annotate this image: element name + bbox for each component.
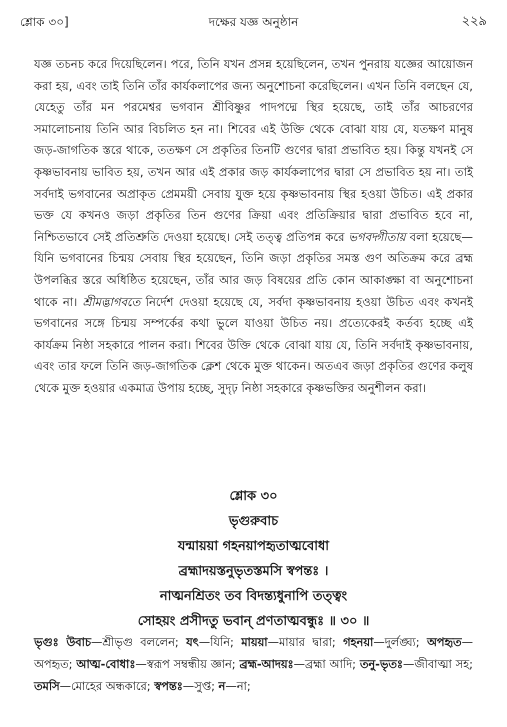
running-header <box>20 12 487 32</box>
synonym-word: ভৃগুঃ উবাচ <box>34 635 92 649</box>
word-synonyms <box>34 631 473 697</box>
verse-reference: শ্লোক ৩০] <box>20 15 69 29</box>
verse-line-4: সোহয়ং প্রসীদতু ভবান্ প্রণতাত্মবন্ধুঃ ॥ ৩০ ॥ <box>137 614 370 629</box>
synonym-word: তমসি <box>34 679 60 693</box>
verse-line-1: যন্মায়য়া গহনয়াপহৃতাত্মবোধা <box>177 539 330 554</box>
purport-text-part-2: বলা হয়েছে—যিনি ভগবানের চিন্ময় সেবায় স্থির হয়েছেন, তিনি জড়া প্রকৃতির সমস্ত গুণ অতিক্রম করে ব্রহ্ম উপলব্ধির স্তরে অধিষ্ঠিত হয়েছেন, তাঁর আর জড় বিষয়ের প্রতি কোন আকাঙ্ক্ষা বা অনুশোচনা থাকে না। <box>34 229 473 309</box>
synonym-meaning: —অপহৃত; <box>34 635 473 671</box>
synonym-meaning: —না; <box>225 679 251 693</box>
synonym-word: তনু-ভৃতঃ <box>359 657 403 671</box>
bhagavatam-reference: শ্রীমদ্ভাগবতে <box>82 294 141 309</box>
verse-line-3: নাত্মনশ্রিতং তব বিদন্ত্যধুনাপি তত্ত্বং <box>159 589 348 604</box>
verse-speaker: ভৃগুরুবাচ <box>228 514 279 529</box>
purport-text-part-1: যজ্ঞ তচনচ করে দিয়েছিলেন। পরে, তিনি যখন প্রসন্ন হয়েছিলেন, তখন পুনরায় যজ্ঞের আয়োজন করা হয়, এবং তাই তিনি তাঁর কার্যকলাপের জন্য অনুশোচনা করেছিলেন। এখন তিনি বলছেন যে, যেহেতু তাঁর মন পরমেশ্বর ভগবান শ্রীবিষ্ণুর পাদপদ্মে স্থির হয়েছে, তাই তাঁর আচরণের সমালোচনায় তিনি আর বিচলিত হন না। শিবের এই উক্তি থেকে বোঝা যায় যে, যতক্ষণ মানুষ জড়-জাগতিক স্তরে থাকে, ততক্ষণ সে প্রকৃতির তিনটি গুণের দ্বারা প্রভাবিত হয়। কিন্তু যখনই সে কৃষ্ণভাবনায় ভাবিত হয়, তখন আর এই প্রকার জড় কার্যকলাপের দ্বারা সে প্রভাবিত হয় না। তাই সর্বদাই ভগবানের অপ্রাকৃত প্রেমময়ী সেবায় যুক্ত হয়ে কৃষ্ণভাবনায় স্থির হওয়া উচিত। এই প্রকার ভক্ত যে কখনও জড়া প্রকৃতির তিন গুণের ক্রিয়া এবং প্রতিক্রিয়ার দ্বারা প্রভাবিত হবে না, নিশ্চিতভাবে সেই প্রতিশ্রুতি দেওয়া হয়েছে। সেই তত্ত্ব প্রতিপন্ন করে <box>34 57 473 244</box>
purport-text-part-3: নির্দেশ দেওয়া হয়েছে যে, সর্বদা কৃষ্ণভাবনায় হওয়া উচিত এবং কখনই ভগবানের সঙ্গে চিন্ময় সম্পর্কের কথা ভুলে যাওয়া উচিত নয়। প্রত্যেকেরই কর্তব্য হচ্ছে এই কার্যক্রম নিষ্ঠা সহকারে পালন করা। শিবের উক্তি থেকে বোঝা যায় যে, তিনি সর্বদাই কৃষ্ণভাবনায়, এবং তার ফলে তিনি জড়-জাগতিক ক্লেশ থেকে মুক্ত থাকেন। অতএব জড়া প্রকৃতির গুণের কলুষ থেকে মুক্ত হওয়ার একমাত্র উপায় হচ্ছে, সুদৃঢ় নিষ্ঠা সহকারে কৃষ্ণভক্তির অনুশীলন করা। <box>34 294 473 395</box>
synonym-meaning: —যিনি; <box>198 635 242 649</box>
synonym-meaning: —সুপ্ত; <box>182 679 219 693</box>
synonym-word: মায়য়া <box>241 635 268 649</box>
purport-paragraph <box>34 54 473 400</box>
synonym-meaning: —ব্রহ্মা আদি; <box>293 657 360 671</box>
synonym-meaning: —দুর্লঙ্ঘ্য; <box>373 635 427 649</box>
synonym-meaning: —মায়ার দ্বারা; <box>267 635 344 649</box>
synonym-word: অপহৃত <box>426 635 462 649</box>
chapter-title: দক্ষের যজ্ঞ অনুষ্ঠান <box>208 15 299 29</box>
synonym-word: স্বপন্তঃ <box>154 679 183 693</box>
synonym-word: ব্রহ্ম-আদয়ঃ <box>239 657 294 671</box>
synonym-word: গহনয়া <box>343 635 374 649</box>
synonym-word: আত্ম-বোধাঃ <box>76 657 136 671</box>
bhagavad-gita-reference: ভগবদ্গীতায় <box>348 229 406 244</box>
synonym-meaning: —শ্রীভৃগু বললেন; <box>91 635 187 649</box>
synonym-meaning: —স্বরূপ সম্বন্ধীয় জ্ঞান; <box>135 657 240 671</box>
synonym-word: ন <box>218 679 226 693</box>
verse-line-2: ব্রহ্মাদয়স্তনুভৃতস্তমসি স্বপন্তঃ । <box>178 564 329 579</box>
synonym-word: যৎ <box>186 635 199 649</box>
sanskrit-verse <box>20 484 487 634</box>
synonym-meaning: —মোহের অন্ধকারে; <box>59 679 155 693</box>
synonym-meaning: —জীবাত্মা সহ; <box>403 657 473 671</box>
page-number: ২২৯ <box>461 14 487 29</box>
verse-heading: শ্লোক ৩০ <box>229 489 278 504</box>
